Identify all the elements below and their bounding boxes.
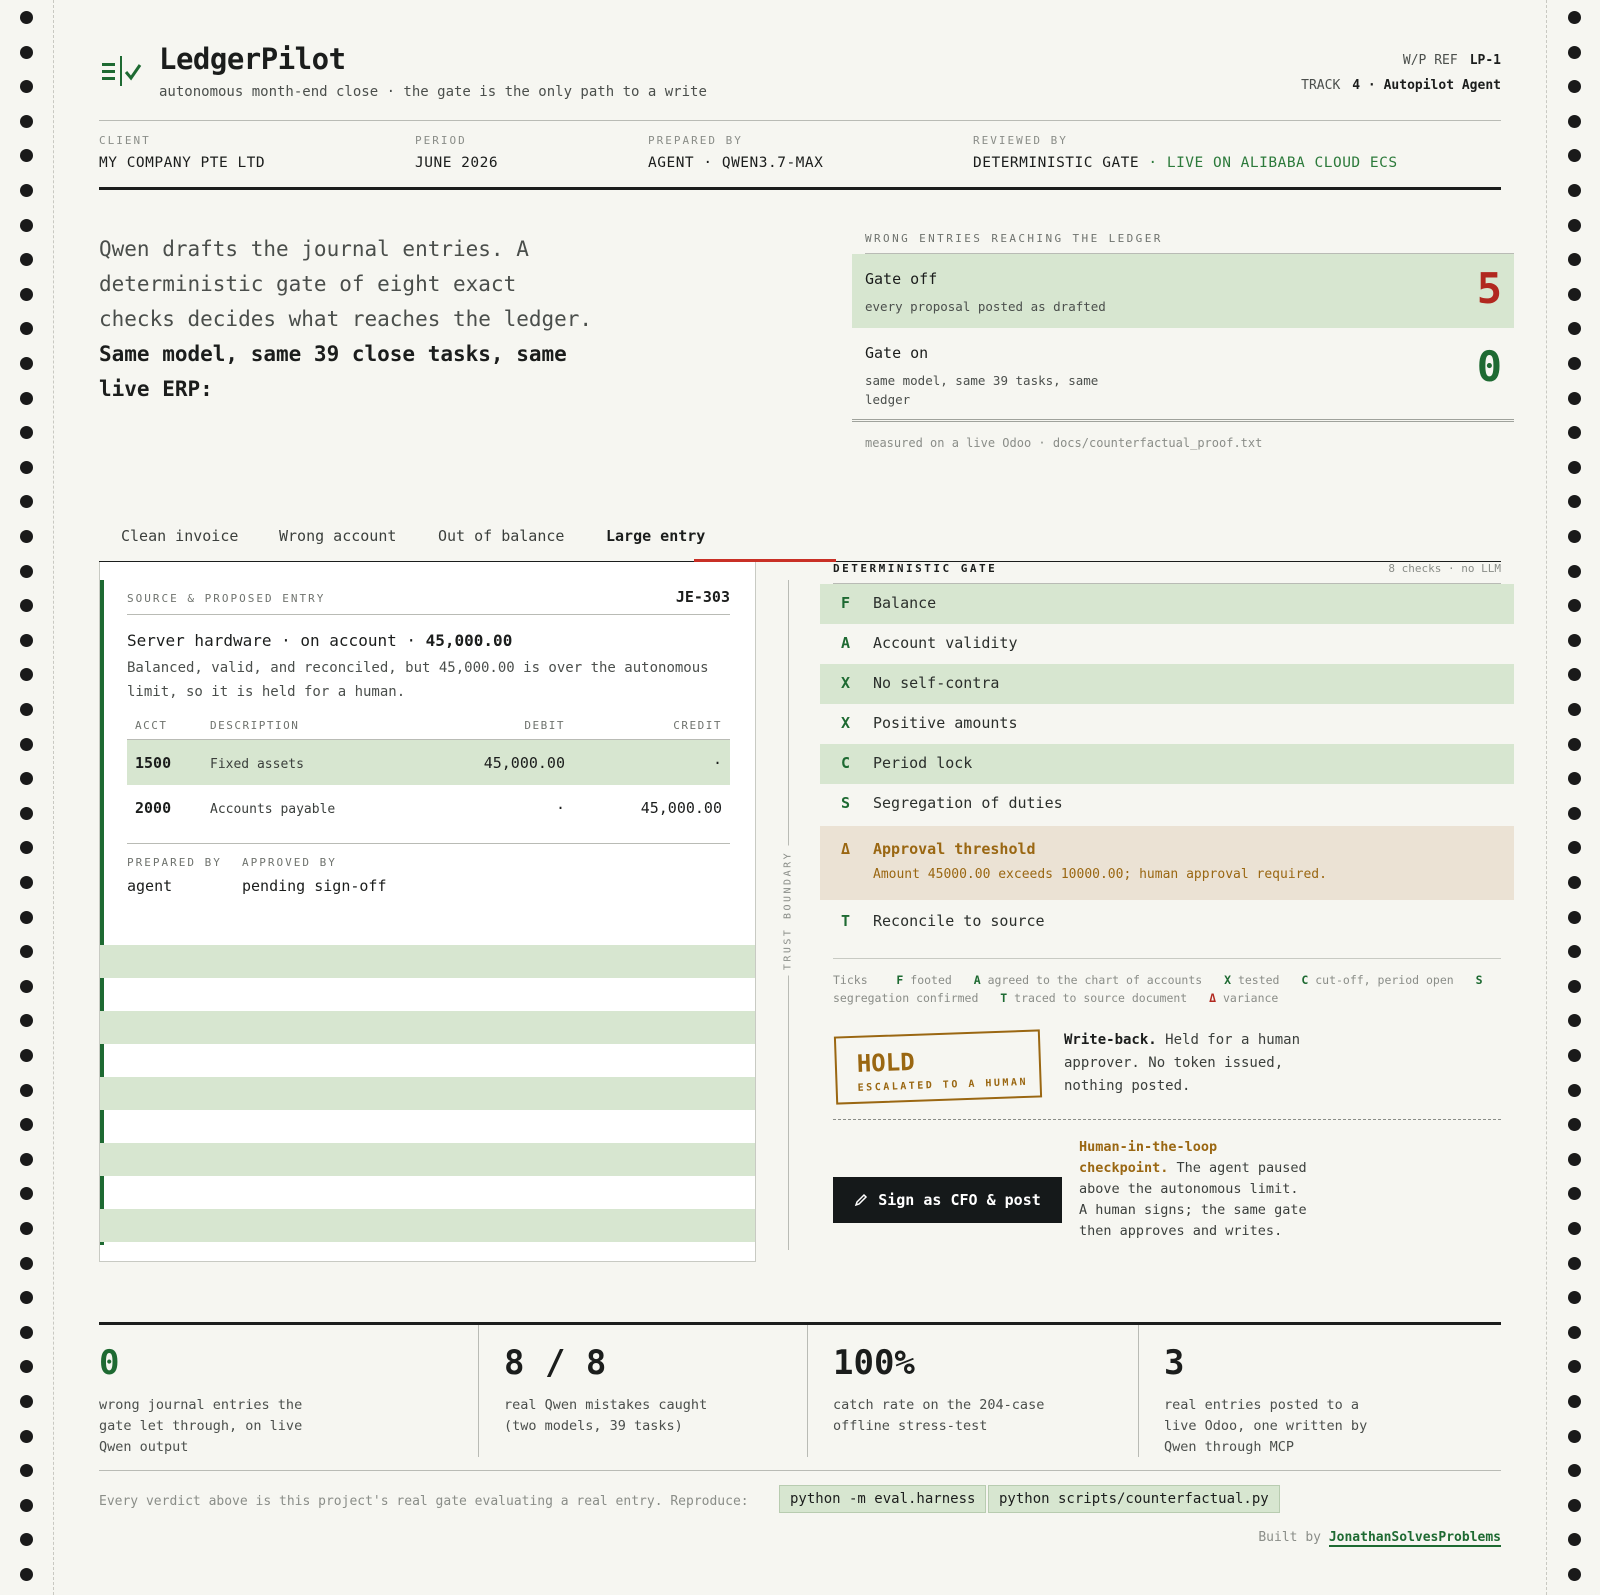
feed-hole xyxy=(1568,1049,1581,1062)
feed-hole xyxy=(20,495,33,508)
entry-title xyxy=(127,631,730,650)
sign-off-block xyxy=(127,843,730,903)
check-positive-amounts xyxy=(820,704,1514,744)
legend-value: footed xyxy=(910,973,952,987)
feed-hole xyxy=(1568,495,1581,508)
write-back-note xyxy=(1064,1029,1334,1098)
feed-hole xyxy=(20,1118,33,1131)
wp-ref-label: W/P REF xyxy=(1402,53,1458,68)
col-description: DESCRIPTION xyxy=(210,719,300,732)
feed-hole xyxy=(20,807,33,820)
feed-hole xyxy=(20,1291,33,1304)
feed-hole xyxy=(1568,1499,1581,1512)
check-reconcile-to-source xyxy=(820,902,1514,942)
feed-hole xyxy=(20,876,33,889)
ledger-check-icon xyxy=(102,54,142,88)
hitl-text: The agent paused above the autonomous limit. A human signs; the same gate then approves and writes. xyxy=(1079,1160,1307,1239)
track-label: TRACK xyxy=(1301,78,1341,93)
gate-subtitle: 8 checks · no LLM xyxy=(1388,562,1501,575)
feed-hole xyxy=(1568,1464,1581,1477)
tick-mark: F xyxy=(841,594,851,612)
tab-wrong-account[interactable]: Wrong account xyxy=(279,527,397,545)
check-name: Period lock xyxy=(873,754,973,772)
feed-hole xyxy=(20,634,33,647)
stat-description: catch rate on the 204-case offline stress-test xyxy=(833,1397,1045,1434)
tick-mark: X xyxy=(841,674,851,692)
feed-hole xyxy=(20,565,33,578)
stat-wrong-entries xyxy=(99,1325,319,1457)
feed-hole xyxy=(1568,703,1581,716)
journal-table xyxy=(127,714,730,830)
stat-number: 3 xyxy=(1164,1343,1185,1383)
feed-hole xyxy=(20,1499,33,1512)
hitl-label: Human-in-the-loop checkpoint. xyxy=(1079,1139,1218,1176)
feed-hole xyxy=(1568,357,1581,370)
row-desc: every proposal posted as drafted xyxy=(865,299,1106,314)
feed-hole xyxy=(1568,253,1581,266)
feed-hole xyxy=(1568,1291,1581,1304)
tractor-feed-left xyxy=(0,0,54,1595)
feed-hole xyxy=(1568,1395,1581,1408)
stat-description: real Qwen mistakes caught (two models, 39 tasks) xyxy=(504,1397,708,1434)
legend-value: variance xyxy=(1222,991,1279,1005)
cell-credit: · xyxy=(712,754,722,772)
check-name: Positive amounts xyxy=(873,714,1018,732)
hero-strong: Same model, same 39 close tasks, same live ERP: xyxy=(99,342,567,401)
hold-stamp xyxy=(834,1029,1042,1104)
footer-text: Every verdict above is this project's real gate evaluating a real entry. Reproduce: xyxy=(99,1494,749,1509)
cell-debit: · xyxy=(555,799,565,817)
feed-hole xyxy=(1568,1118,1581,1131)
legend-label: Ticks xyxy=(833,973,868,987)
card-header xyxy=(127,588,730,615)
feed-hole xyxy=(20,392,33,405)
feed-hole xyxy=(20,1222,33,1235)
tractor-feed-right xyxy=(1546,0,1600,1595)
stat-entries-posted xyxy=(1138,1325,1384,1457)
feed-hole xyxy=(20,668,33,681)
feed-hole xyxy=(20,703,33,716)
tick-mark: A xyxy=(841,634,851,652)
feed-hole xyxy=(20,461,33,474)
journal-entry-id: JE-303 xyxy=(675,588,730,606)
gate-on-row xyxy=(852,328,1514,422)
gate-off-row xyxy=(852,254,1514,328)
feed-hole xyxy=(1568,1014,1581,1027)
meta-period xyxy=(415,134,498,171)
write-back-text: Held for a human approver. No token issued, nothing posted. xyxy=(1064,1032,1301,1094)
feed-hole xyxy=(1568,461,1581,474)
feed-hole xyxy=(1568,219,1581,232)
app-title: LedgerPilot xyxy=(159,42,346,76)
meta-label: PREPARED BY xyxy=(648,134,743,147)
col-acct: ACCT xyxy=(135,719,168,732)
feed-hole xyxy=(1568,807,1581,820)
workpaper-ref xyxy=(1301,48,1501,98)
check-approval-threshold xyxy=(820,826,1514,900)
table-row xyxy=(127,785,730,830)
hero-statement xyxy=(99,232,599,407)
deterministic-gate xyxy=(820,560,1514,1239)
feed-hole xyxy=(20,841,33,854)
feed-hole xyxy=(1568,11,1581,24)
legend-value: segregation confirmed xyxy=(833,991,979,1005)
check-balance xyxy=(820,584,1514,624)
feed-hole xyxy=(1568,738,1581,751)
meta-label: CLIENT xyxy=(99,134,151,147)
gate-on-count: 0 xyxy=(1476,342,1502,391)
footer xyxy=(99,1470,1501,1545)
prepared-value: agent xyxy=(127,877,173,895)
legend-value: tested xyxy=(1237,973,1280,987)
feed-hole xyxy=(20,115,33,128)
check-segregation-of-duties xyxy=(820,784,1514,824)
meta-value xyxy=(973,155,1398,171)
legend-value: cut-off, period open xyxy=(1315,973,1454,987)
trust-boundary-label: TRUST BOUNDARY xyxy=(783,846,794,976)
feed-hole xyxy=(20,1257,33,1270)
engagement-meta xyxy=(99,120,1501,190)
feed-hole xyxy=(20,288,33,301)
author-link[interactable]: JonathanSolvesProblems xyxy=(1328,1530,1501,1545)
feed-hole xyxy=(20,1014,33,1027)
entry-amount: 45,000.00 xyxy=(425,631,513,650)
feed-hole xyxy=(1568,599,1581,612)
tab-clean-invoice[interactable]: Clean invoice xyxy=(121,527,239,545)
built-by xyxy=(1258,1530,1501,1545)
tick-mark: T xyxy=(841,912,851,930)
feed-hole xyxy=(1568,1084,1581,1097)
feed-hole xyxy=(20,945,33,958)
legend-key: Δ xyxy=(1209,991,1217,1005)
check-name: Account validity xyxy=(873,634,1018,652)
tick-mark: X xyxy=(841,714,851,732)
feed-hole xyxy=(1568,841,1581,854)
card-header-label: SOURCE & PROPOSED ENTRY xyxy=(127,592,326,605)
command-eval-harness: python -m eval.harness xyxy=(779,1485,986,1513)
check-period-lock xyxy=(820,744,1514,784)
gate-header xyxy=(833,560,1501,584)
cell-acct: 2000 xyxy=(135,799,172,817)
feed-hole xyxy=(20,184,33,197)
check-no-self-contra xyxy=(820,664,1514,704)
legend-key: X xyxy=(1224,973,1231,987)
meta-value: JUNE 2026 xyxy=(415,155,499,171)
feed-hole xyxy=(1568,184,1581,197)
tick-legend xyxy=(833,958,1501,1007)
stat-catch-rate xyxy=(807,1325,1053,1457)
journal-table-header xyxy=(127,714,730,740)
feed-hole xyxy=(1568,1533,1581,1546)
write-back-label: Write-back. xyxy=(1064,1032,1157,1048)
feed-hole xyxy=(20,1464,33,1477)
panel-title: WRONG ENTRIES REACHING THE LEDGER xyxy=(865,232,1163,245)
feed-hole xyxy=(20,219,33,232)
wp-ref-value: LP-1 xyxy=(1469,53,1501,68)
check-name: Balance xyxy=(873,594,937,612)
feed-hole xyxy=(1568,1360,1581,1373)
workpaper xyxy=(99,0,1501,1595)
legend-key: S xyxy=(1475,973,1483,987)
approved-value: pending sign-off xyxy=(242,877,387,895)
feed-hole xyxy=(20,772,33,785)
feed-hole xyxy=(20,911,33,924)
tab-out-of-balance[interactable]: Out of balance xyxy=(438,527,565,545)
feed-hole xyxy=(20,1326,33,1339)
feed-hole xyxy=(20,357,33,370)
check-name: Segregation of duties xyxy=(873,794,1063,812)
meta-label: REVIEWED BY xyxy=(973,134,1068,147)
button-label: Sign as CFO & post xyxy=(878,1191,1041,1209)
stat-number: 8 / 8 xyxy=(504,1343,607,1383)
feed-hole xyxy=(1568,980,1581,993)
feed-hole xyxy=(1568,945,1581,958)
stamp-main: HOLD xyxy=(856,1047,916,1078)
table-row xyxy=(127,740,730,785)
feed-hole xyxy=(1568,149,1581,162)
feed-hole xyxy=(1568,1430,1581,1443)
ruled-stripes xyxy=(100,945,756,1262)
stat-number: 0 xyxy=(99,1343,120,1383)
feed-hole xyxy=(20,426,33,439)
feed-hole xyxy=(1568,1222,1581,1235)
stat-mistakes-caught xyxy=(478,1325,724,1457)
feed-hole xyxy=(1568,1153,1581,1166)
feed-hole xyxy=(20,1187,33,1200)
feed-hole xyxy=(20,1049,33,1062)
meta-value: AGENT · QWEN3.7-MAX xyxy=(648,155,824,171)
feed-hole xyxy=(1568,392,1581,405)
feed-hole xyxy=(1568,288,1581,301)
feed-hole xyxy=(20,322,33,335)
meta-value: MY COMPANY PTE LTD xyxy=(99,155,266,171)
reviewer: DETERMINISTIC GATE xyxy=(973,155,1140,171)
pencil-icon xyxy=(854,1193,868,1207)
stat-number: 100% xyxy=(833,1343,915,1383)
cell-acct: 1500 xyxy=(135,754,172,772)
legend-value: agreed to the chart of accounts xyxy=(987,973,1203,987)
feed-hole xyxy=(20,149,33,162)
feed-hole xyxy=(20,46,33,59)
feed-hole xyxy=(20,1395,33,1408)
feed-hole xyxy=(1568,1326,1581,1339)
prepared-label: PREPARED BY xyxy=(127,856,222,869)
feed-hole xyxy=(20,1084,33,1097)
check-account-validity xyxy=(820,624,1514,664)
feed-hole xyxy=(1568,530,1581,543)
feed-hole xyxy=(20,1153,33,1166)
write-back-result xyxy=(833,1025,1501,1120)
col-debit: DEBIT xyxy=(524,719,565,732)
hitl-note xyxy=(1079,1137,1309,1242)
check-reason: Amount 45000.00 exceeds 10000.00; human approval required. xyxy=(873,867,1327,882)
gate-off-count: 5 xyxy=(1476,264,1502,313)
legend-key: A xyxy=(973,973,981,987)
live-badge: · LIVE ON ALIBABA CLOUD ECS xyxy=(1148,155,1398,171)
cell-credit: 45,000.00 xyxy=(640,799,722,817)
hero-lead: Qwen drafts the journal entries. A deterministic gate of eight exact checks decides what reaches the ledger. xyxy=(99,237,593,331)
feed-hole xyxy=(1568,668,1581,681)
legend-key: F xyxy=(896,973,904,987)
sign-as-cfo-button[interactable] xyxy=(833,1177,1062,1223)
col-credit: CREDIT xyxy=(673,719,722,732)
row-desc: same model, same 39 tasks, same ledger xyxy=(865,373,1099,407)
feed-hole xyxy=(1568,876,1581,889)
command-counterfactual: python scripts/counterfactual.py xyxy=(988,1485,1280,1513)
approved-label: APPROVED BY xyxy=(242,856,337,869)
meta-label: PERIOD xyxy=(415,134,467,147)
legend-key: C xyxy=(1301,973,1309,987)
feed-hole xyxy=(1568,115,1581,128)
feed-hole xyxy=(1568,911,1581,924)
feed-hole xyxy=(1568,1187,1581,1200)
feed-hole xyxy=(20,253,33,266)
feed-hole xyxy=(20,1430,33,1443)
entry-description: Balanced, valid, and reconciled, but 45,000.00 is over the autonomous limit, so it is held for a human. xyxy=(127,660,709,700)
feed-hole xyxy=(1568,80,1581,93)
legend-value: traced to source document xyxy=(1014,991,1188,1005)
tick-mark: C xyxy=(841,754,851,772)
feed-hole xyxy=(20,11,33,24)
results-stats xyxy=(99,1322,1501,1454)
built-by-label: Built by xyxy=(1258,1530,1321,1545)
feed-hole xyxy=(20,530,33,543)
stat-description: wrong journal entries the gate let through, on live Qwen output xyxy=(99,1397,303,1455)
meta-reviewed xyxy=(973,134,1398,171)
feed-hole xyxy=(20,1533,33,1546)
row-name: Gate on xyxy=(865,344,929,362)
legend-key: T xyxy=(1000,991,1008,1005)
tick-mark: S xyxy=(841,794,851,812)
feed-hole xyxy=(20,1568,33,1581)
wrong-entries-panel xyxy=(852,232,1514,450)
variance-mark: Δ xyxy=(841,840,851,858)
gate-title: DETERMINISTIC GATE xyxy=(833,562,998,575)
stat-description: real entries posted to a live Odoo, one written by Qwen through MCP xyxy=(1164,1397,1368,1455)
feed-hole xyxy=(20,1360,33,1373)
feed-hole xyxy=(20,980,33,993)
feed-hole xyxy=(1568,565,1581,578)
scenario-tabs xyxy=(99,514,1501,562)
check-name: Reconcile to source xyxy=(873,912,1045,930)
feed-hole xyxy=(1568,322,1581,335)
app-tagline: autonomous month-end close · the gate is the only path to a write xyxy=(159,84,707,100)
meta-client xyxy=(99,134,265,171)
feed-hole xyxy=(20,80,33,93)
meta-prepared xyxy=(648,134,823,171)
feed-hole xyxy=(1568,634,1581,647)
cell-desc: Fixed assets xyxy=(210,757,304,772)
check-name: No self-contra xyxy=(873,674,1000,692)
check-name: Approval threshold xyxy=(873,840,1036,858)
measurement-note: measured on a live Odoo · docs/counterfactual_proof.txt xyxy=(865,436,1263,450)
feed-hole xyxy=(1568,772,1581,785)
cell-desc: Accounts payable xyxy=(210,802,336,817)
tab-large-entry[interactable]: Large entry xyxy=(606,527,706,545)
track-value: 4 · Autopilot Agent xyxy=(1352,78,1501,93)
cell-debit: 45,000.00 xyxy=(483,754,565,772)
feed-hole xyxy=(20,599,33,612)
feed-hole xyxy=(1568,46,1581,59)
feed-hole xyxy=(1568,1257,1581,1270)
stamp-sub: ESCALATED TO A HUMAN xyxy=(857,1076,1029,1094)
feed-hole xyxy=(1568,426,1581,439)
feed-hole xyxy=(20,738,33,751)
entry-title-text: Server hardware · on account · xyxy=(127,631,426,650)
feed-hole xyxy=(1568,1568,1581,1581)
proposed-entry-card xyxy=(99,562,756,1262)
row-name: Gate off xyxy=(865,270,938,288)
